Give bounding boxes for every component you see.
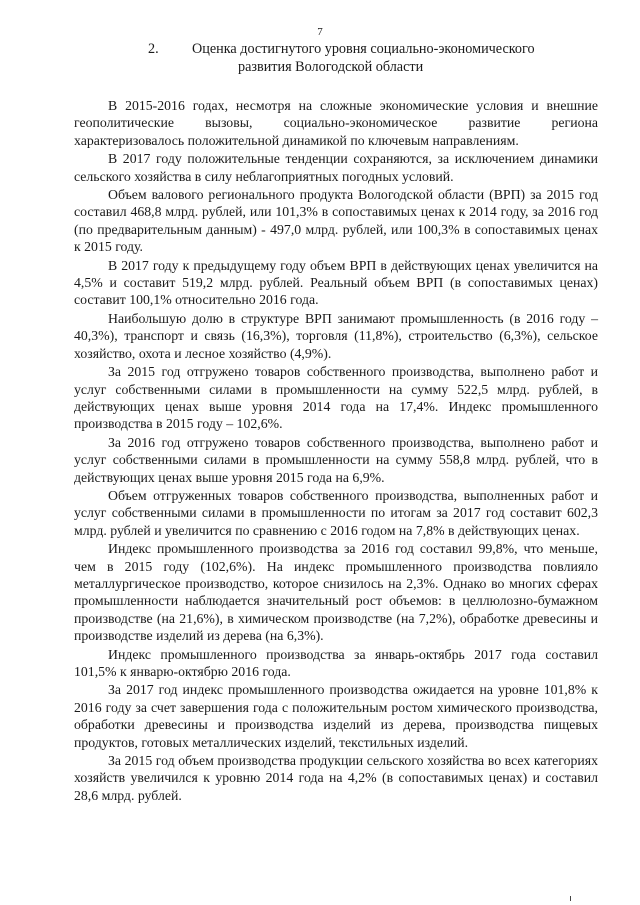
paragraph: В 2015-2016 годах, несмотря на сложные экономические условия и внешние геополитические вызовы, социально-экономическое развитие региона характеризовалось положительной динамикой по ключевым направлениям. xyxy=(74,98,598,148)
paragraph: Объем валового регионального продукта Вологодской области (ВРП) за 2015 год составил 468,8 млрд. рублей, или 101,3% в сопоставимых ценах к 2014 году, за 2016 год (по предварительным данным) - 497,0 млрд. рублей, или 100,3% в сопоставимых ценах к 2015 году. xyxy=(74,187,598,255)
section-number: 2. xyxy=(148,41,159,57)
paragraph: За 2017 год индекс промышленного производства ожидается на уровне 101,8% к 2016 году за счет завершения года с положительным ростом химического производства, обработки древесины и производства изделий из дерева, производства пищевых продуктов, готовых металлических изделий, текстильных изделий. xyxy=(74,682,598,750)
paragraph: Индекс промышленного производства за январь-октябрь 2017 года составил 101,5% к январю-октябрю 2016 года. xyxy=(74,646,598,679)
paragraph: Объем отгруженных товаров собственного производства, выполненных работ и услуг собственными силами в промышленности по итогам за 2017 год составит 602,3 млрд. рублей и увеличится по сравнению с 2016 годом на 7,8% в действующих ценах. xyxy=(74,487,598,538)
section-body xyxy=(74,97,598,805)
paragraph: В 2017 году к предыдущему году объем ВРП в действующих ценах увеличится на 4,5% и составит 519,2 млрд. рублей. Реальный объем ВРП (в сопоставимых ценах) составит 100,1% относительно 2016 года. xyxy=(74,257,598,308)
paragraph: За 2016 год отгружено товаров собственного производства, выполнено работ и услуг собственными силами в промышленности на сумму 558,8 млрд. рублей, что в действующих ценах выше уровня 2015 года на 6,9%. xyxy=(74,434,598,485)
scan-mark xyxy=(570,896,571,901)
paragraph: За 2015 год объем производства продукции сельского хозяйства во всех категориях хозяйств увеличился к уровню 2014 года на 4,2% (в сопоставимых ценах) и составил 28,6 млрд. рублей. xyxy=(74,753,598,803)
paragraph: Индекс промышленного производства за 2016 год составил 99,8%, что меньше, чем в 2015 году (102,6%). На индекс промышленного производства повлияло металлургическое производство, которое снизилось на 2,3%. Однако во многих сферах промышленности наблюдается значительный рост объемов: в целлюлозно-бумажном производстве (на 21,6%), в химическом производстве (на 7,2%), обработке древесины и производстве изделий из дерева (на 6,3%). xyxy=(74,541,598,644)
page-number: 7 xyxy=(317,26,323,38)
section-title-line-2: развития Вологодской области xyxy=(238,59,424,75)
paragraph: За 2015 год отгружено товаров собственного производства, выполнено работ и услуг собственными силами в промышленности на сумму 522,5 млрд. рублей, в действующих ценах выше уровня 2014 года на 17,4%. Индекс промышленного производства в 2015 году – 102,6%. xyxy=(74,364,598,432)
paragraph: В 2017 году положительные тенденции сохраняются, за исключением динамики сельского хозяйства в силу неблагоприятных погодных условий. xyxy=(74,151,598,184)
section-title-line-1: Оценка достигнутого уровня социально-экономического xyxy=(192,41,535,57)
paragraph: Наибольшую долю в структуре ВРП занимают промышленность (в 2016 году – 40,3%), транспорт и связь (16,3%), торговля (11,8%), строительство (6,3%), сельское хозяйство, охота и лесное хозяйство (4,9%). xyxy=(74,310,598,361)
